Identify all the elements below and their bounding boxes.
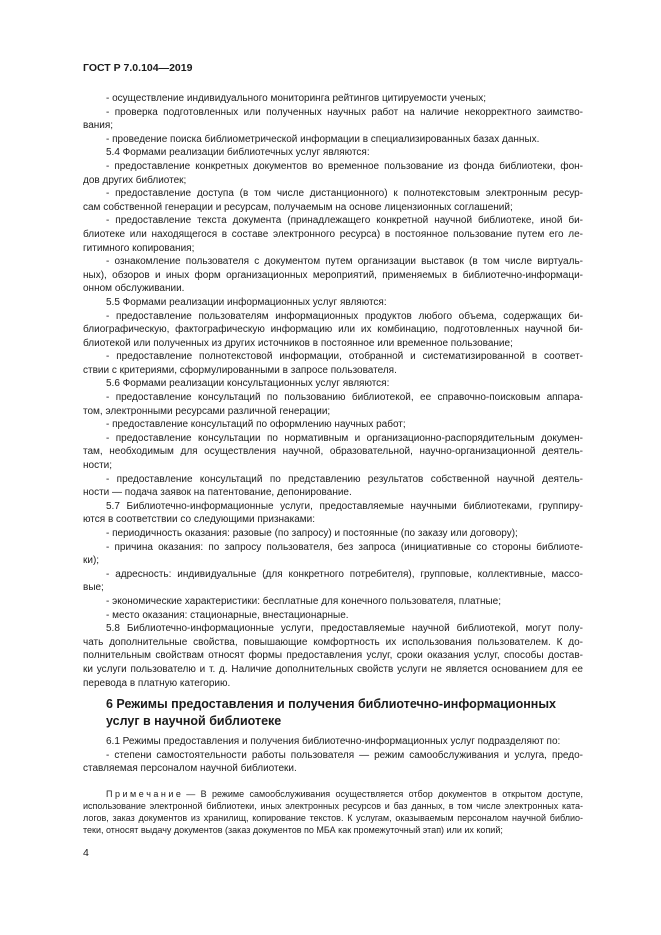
text-line: гитимного копирования; bbox=[83, 242, 195, 254]
section-6-heading bbox=[106, 696, 556, 730]
text-line: ставляемая персоналом научной библиотеки. bbox=[83, 763, 297, 775]
text-line: - место оказания: стационарные, внестационарные. bbox=[106, 609, 349, 621]
text-line: блиотеке или находящегося в составе электронного ресурса) в постоянное пользование путем его ле- bbox=[83, 228, 583, 240]
text-line: - осуществление индивидуального мониторинга рейтингов цитируемости ученых; bbox=[106, 93, 486, 104]
heading-line: услуг в научной библиотеке bbox=[106, 714, 282, 728]
text-line: ности; bbox=[83, 460, 113, 472]
list-item bbox=[83, 609, 583, 623]
clause bbox=[83, 296, 583, 310]
text-line: ствии с критериями, сформулированными в запросе пользователя. bbox=[83, 364, 397, 376]
text-line: ности — подача заявок на патентование, депонирование. bbox=[83, 487, 352, 499]
text-line: дов других библиотек; bbox=[83, 174, 187, 186]
text-line: - предоставление консультаций по представлению результатов собственной научной деятель- bbox=[106, 473, 583, 485]
text-line: - предоставление консультаций по оформлению научных работ; bbox=[106, 419, 406, 431]
text-line: полнительным свойствам относят формы предоставления услуг, сроки оказания услуг, способы достав- bbox=[83, 650, 583, 662]
text-line: 5.7 Библиотечно-информационные услуги, предоставляемые научными библиотеками, группиру- bbox=[106, 500, 583, 512]
text-line: - периодичность оказания: разовые (по запросу) и постоянные (по заказу или договору); bbox=[106, 528, 518, 539]
text-line: ются в соответствии со следующими признаками: bbox=[83, 514, 316, 526]
list-item bbox=[83, 133, 583, 147]
page-number: 4 bbox=[83, 847, 89, 859]
list-item bbox=[83, 92, 583, 106]
section-5-clauses bbox=[83, 92, 583, 690]
text-line: - ознакомление пользователя с документом путем организации выставок (в том числе виртуаль- bbox=[106, 256, 583, 268]
list-item bbox=[83, 595, 583, 609]
clause bbox=[83, 377, 583, 391]
list-item bbox=[83, 350, 583, 377]
text-line: вые; bbox=[83, 582, 104, 594]
text-line: - предоставление конкретных документов во временное пользование из фонда библиотеки, фон- bbox=[106, 160, 583, 172]
clause bbox=[83, 622, 583, 690]
text-line: ки услуги пользователю и т. д. Наличие дополнительных свойств услуги не является основанием для ее bbox=[83, 663, 583, 675]
text-line: ных), обзоров и иных форм организационных мероприятий, применяемых в библиотечно-информаци- bbox=[83, 269, 583, 281]
list-item bbox=[83, 541, 583, 568]
text-line: ки); bbox=[83, 555, 100, 567]
text-line: там, необходимым для осуществления научной, образовательной, научно-организационной деятель- bbox=[83, 446, 583, 458]
list-item bbox=[83, 391, 583, 418]
text-line: - предоставление консультации по нормативным и организационно-распорядительным докумен- bbox=[106, 432, 583, 444]
list-item bbox=[83, 106, 583, 133]
text-line: блиографическую, фактографическую информацию или их комбинацию, подготовленных научной би- bbox=[83, 324, 583, 336]
text-line: онном обслуживании. bbox=[83, 283, 185, 295]
text-line: чать дополнительные свойства, повышающие комфортность их использования пользователем. К до- bbox=[83, 636, 583, 648]
text-line: - предоставление полнотекстовой информации, отобранной и систематизированной в соответ- bbox=[106, 351, 583, 363]
list-item bbox=[83, 255, 583, 296]
note-line: использование электронной библиотеки, иных электронных ресурсов и баз данных, в том числе электронных ката- bbox=[83, 801, 583, 811]
text-line: 5.6 Формами реализации консультационных услуг являются: bbox=[106, 378, 390, 390]
list-item bbox=[83, 473, 583, 500]
list-item bbox=[83, 432, 583, 473]
text-line: - предоставление консультаций по пользованию библиотекой, ее справочно-поисковым аппара- bbox=[106, 392, 583, 404]
list-item bbox=[83, 160, 583, 187]
text-line: - проверка подготовленных или полученных научных работ на наличие некорректного заимство- bbox=[106, 106, 583, 118]
note-label: П р и м е ч а н и е bbox=[106, 789, 181, 799]
text-line: том, электронными ресурсами различной генерации; bbox=[83, 405, 331, 417]
text-line: 5.8 Библиотечно-информационные услуги, предоставляемые научной библиотекой, могут полу- bbox=[106, 623, 583, 635]
section-6-clauses bbox=[83, 735, 583, 776]
note bbox=[83, 788, 583, 836]
list-item bbox=[83, 214, 583, 255]
heading-line: 6 Режимы предоставления и получения библиотечно-информационных bbox=[106, 697, 556, 711]
list-item bbox=[83, 749, 583, 776]
note-line: теки, относят выдачу документов (заказ документов по МБА как промежуточный этап) или их копий; bbox=[83, 825, 503, 835]
text-line: вания; bbox=[83, 120, 114, 132]
list-item bbox=[83, 568, 583, 595]
text-line: - степени самостоятельности работы пользователя — режим самообслуживания и услуга, предо- bbox=[106, 749, 583, 761]
text-line: 6.1 Режимы предоставления и получения библиотечно-информационных услуг подразделяют по: bbox=[106, 736, 561, 747]
text-line: - предоставление текста документа (принадлежащего конкретной научной библиотеке, иной би- bbox=[106, 215, 583, 227]
text-line: - причина оказания: по запросу пользователя, без запроса (инициативные со стороны библиоте- bbox=[106, 541, 583, 553]
clause bbox=[83, 735, 583, 749]
list-item bbox=[83, 527, 583, 541]
text-line: 5.5 Формами реализации информационных услуг являются: bbox=[106, 296, 387, 308]
note-line bbox=[83, 788, 583, 800]
list-item bbox=[83, 418, 583, 432]
text-line: - предоставление пользователям информационных продуктов любого объема, содержащих би- bbox=[106, 310, 583, 322]
text-line: - экономические характеристики: бесплатные для конечного пользователя, платные; bbox=[106, 595, 502, 607]
standard-designation: ГОСТ Р 7.0.104—2019 bbox=[83, 62, 193, 74]
note-line: логов, заказ документов из хранилищ, копирование текстов. К услугам, оказываемым персоналом научной библио- bbox=[83, 813, 583, 823]
list-item bbox=[83, 310, 583, 351]
text-line: - проведение поиска библиометрической информации в специализированных базах данных. bbox=[106, 133, 540, 145]
text-line: блиотекой или полученных из других источников в постоянное или временное пользование; bbox=[83, 337, 513, 349]
text-line: перевода в платную категорию. bbox=[83, 677, 231, 689]
text-line: 5.4 Формами реализации библиотечных услуг являются: bbox=[106, 147, 370, 159]
note-text: — В режиме самообслуживания осуществляется отбор документов в открытом доступе, bbox=[186, 789, 583, 799]
text-line: - предоставление доступа (в том числе дистанционного) к полнотекстовым электронным ресур- bbox=[106, 188, 583, 200]
clause bbox=[83, 146, 583, 160]
text-line: - адресность: индивидуальные (для конкретного потребителя), групповые, коллективные, массо- bbox=[106, 568, 583, 580]
clause bbox=[83, 500, 583, 527]
list-item bbox=[83, 187, 583, 214]
text-line: сам собственной генерации и ресурсам, получаемым на основе лицензионных соглашений; bbox=[83, 201, 513, 213]
